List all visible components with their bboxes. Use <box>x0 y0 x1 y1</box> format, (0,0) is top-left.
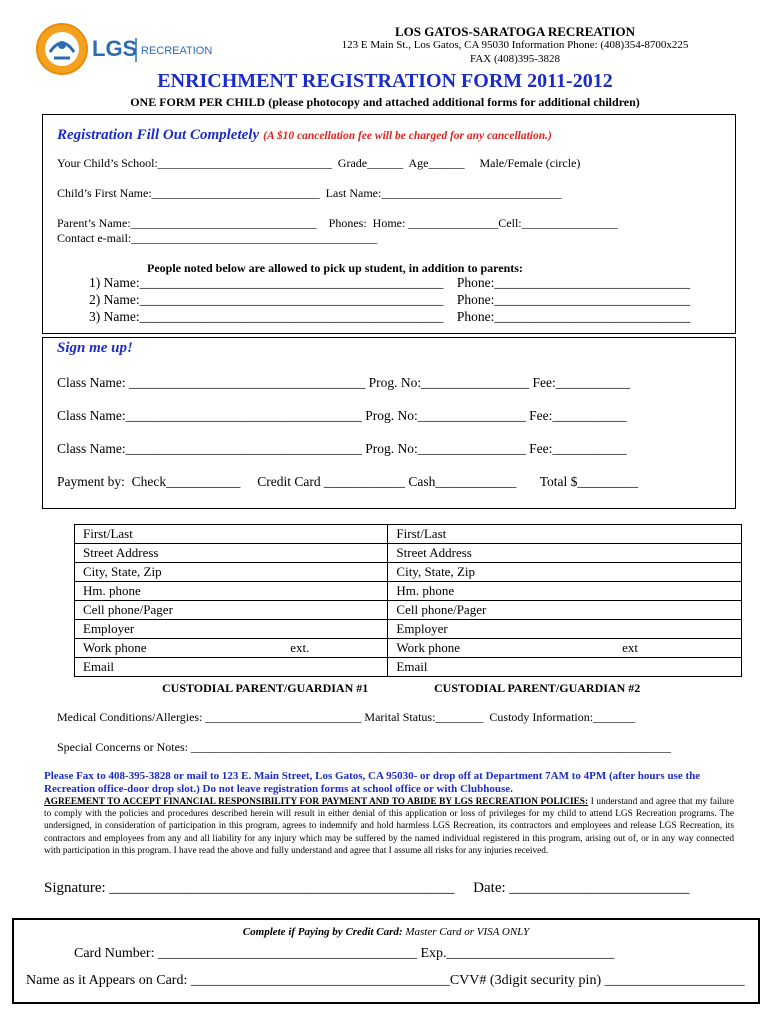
agreement-body: I understand and agree that my failure to comply with the policies and procedures described herein will result in either denial of this application or loss of privileges for my child to attend LGS Recreation programs. The undersigned, in consideration of participation in this program, agrees to indemnify and hold harmless LGS Recreation, its contractors and employees and release LGS Recreation, its contractors and employees from any and all liability for any injury which may be suffered by the named individual registered in this program, arising out of, or in any way connected with participation in this program. I have read the above and fully understand and agree that I assume all risks for any injuries received. <box>44 797 734 856</box>
pickup-heading: People noted below are allowed to pick up student, in addition to parents: <box>147 261 523 275</box>
table-row <box>75 525 742 544</box>
svg-text:RECREATION: RECREATION <box>141 45 212 57</box>
card-number-line[interactable]: Card Number: _____________________________________ Exp.________________________ <box>74 946 615 961</box>
table-row <box>75 544 742 563</box>
work-phone-label: Work phone <box>396 640 460 655</box>
form-title: ENRICHMENT REGISTRATION FORM 2011-2012 <box>157 70 613 92</box>
guardian2-home-phone-cell[interactable]: Hm. phone <box>388 582 742 601</box>
guardian1-employer-cell[interactable]: Employer <box>75 620 388 639</box>
guardian1-city-cell[interactable]: City, State, Zip <box>75 563 388 582</box>
guardian1-label: CUSTODIAL PARENT/GUARDIAN #1 <box>162 681 369 695</box>
signature-date-line[interactable]: Signature: ______________________________________________ Date: ________________________ <box>44 880 690 896</box>
guardian1-name-cell[interactable]: First/Last <box>75 525 388 544</box>
registration-heading <box>57 126 552 144</box>
address-line: 123 E Main St., Los Gatos, CA 95030 Information Phone: (408)354-8700x225 <box>341 39 689 51</box>
child-name-field[interactable]: Child’s First Name:____________________________ Last Name:______________________________ <box>57 186 562 200</box>
special-concerns-line[interactable]: Special Concerns or Notes: ________________________________________________________________________________ <box>57 740 671 754</box>
guardian1-work-phone-cell[interactable] <box>75 639 388 658</box>
guardian1-cell-phone-cell[interactable]: Cell phone/Pager <box>75 601 388 620</box>
school-grade-field[interactable]: Your Child’s School:_____________________________ Grade______ Age______ Male/Female (circle) <box>57 156 581 170</box>
name-on-card-line[interactable]: Name as it Appears on Card: _____________________________________CVV# (3digit security pin) ____________________ <box>26 973 745 988</box>
credit-card-heading <box>12 926 760 938</box>
signup-heading: Sign me up! <box>57 340 133 356</box>
guardian2-work-phone-cell[interactable] <box>388 639 742 658</box>
contact-email-field[interactable]: Contact e-mail:_________________________________________ <box>57 231 378 245</box>
class-line-2[interactable]: Class Name:___________________________________ Prog. No:________________ Fee:___________ <box>57 408 627 423</box>
pickup-person-2[interactable]: 2) Name:_____________________________________________ Phone:_____________________________ <box>89 292 691 307</box>
table-row <box>75 639 742 658</box>
table-row <box>75 658 742 677</box>
class-line-3[interactable]: Class Name:___________________________________ Prog. No:________________ Fee:___________ <box>57 441 627 456</box>
guardian2-name-cell[interactable]: First/Last <box>388 525 742 544</box>
guardian2-address-cell[interactable]: Street Address <box>388 544 742 563</box>
ext-label: ext. <box>290 640 310 655</box>
cancellation-note: (A $10 cancellation fee will be charged for any cancellation.) <box>263 130 552 142</box>
guardian2-cell-phone-cell[interactable]: Cell phone/Pager <box>388 601 742 620</box>
organization-address <box>215 38 770 66</box>
medical-marital-custody-line[interactable]: Medical Conditions/Allergies: __________________________ Marital Status:________ Custody Information:_______ <box>57 710 636 724</box>
fax-line: FAX (408)395-3828 <box>470 53 560 65</box>
pickup-person-1[interactable]: 1) Name:_____________________________________________ Phone:_____________________________ <box>89 275 691 290</box>
svg-text:LGS: LGS <box>92 36 138 61</box>
table-row <box>75 582 742 601</box>
form-subtitle: ONE FORM PER CHILD (please photocopy and attached additional forms for additional children) <box>130 95 640 109</box>
guardian2-label: CUSTODIAL PARENT/GUARDIAN #2 <box>434 681 641 695</box>
work-phone-label: Work phone <box>83 640 147 655</box>
parent-phones-field[interactable]: Parent’s Name:_______________________________ Phones: Home: _______________Cell:________________ <box>57 216 618 230</box>
guardian2-city-cell[interactable]: City, State, Zip <box>388 563 742 582</box>
guardian1-address-cell[interactable]: Street Address <box>75 544 388 563</box>
credit-card-heading-text: Complete if Paying by Credit Card: <box>242 926 403 938</box>
ext-label: ext <box>622 640 638 655</box>
guardian1-email-cell[interactable]: Email <box>75 658 388 677</box>
table-row <box>75 601 742 620</box>
guardian-table <box>74 524 742 677</box>
pickup-person-3[interactable]: 3) Name:_____________________________________________ Phone:_____________________________ <box>89 309 691 324</box>
agreement-heading: AGREEMENT TO ACCEPT FINANCIAL RESPONSIBILITY FOR PAYMENT AND TO ABIDE BY LGS RECREATION POLICIES: <box>44 797 589 807</box>
guardian2-employer-cell[interactable]: Employer <box>388 620 742 639</box>
payment-method-line[interactable]: Payment by: Check___________ Credit Card ____________ Cash____________ Total $_________ <box>57 474 639 489</box>
guardian2-email-cell[interactable]: Email <box>388 658 742 677</box>
guardian1-home-phone-cell[interactable]: Hm. phone <box>75 582 388 601</box>
agreement-text <box>44 796 734 857</box>
table-row <box>75 620 742 639</box>
organization-name: LOS GATOS-SARATOGA RECREATION <box>394 24 636 39</box>
credit-card-accepted: Master Card or VISA ONLY <box>402 926 530 938</box>
class-line-1[interactable]: Class Name: ___________________________________ Prog. No:________________ Fee:___________ <box>57 375 630 390</box>
table-row <box>75 563 742 582</box>
registration-heading-text: Registration Fill Out Completely <box>57 127 260 143</box>
fax-mail-notice: Please Fax to 408-395-3828 or mail to 123 E. Main Street, Los Gatos, CA 95030- or drop off at Department 7AM to 4PM (after hours use the Recreation office-door drop slot.) Do not leave registration forms at school office or with Clubhouse. <box>44 770 701 795</box>
